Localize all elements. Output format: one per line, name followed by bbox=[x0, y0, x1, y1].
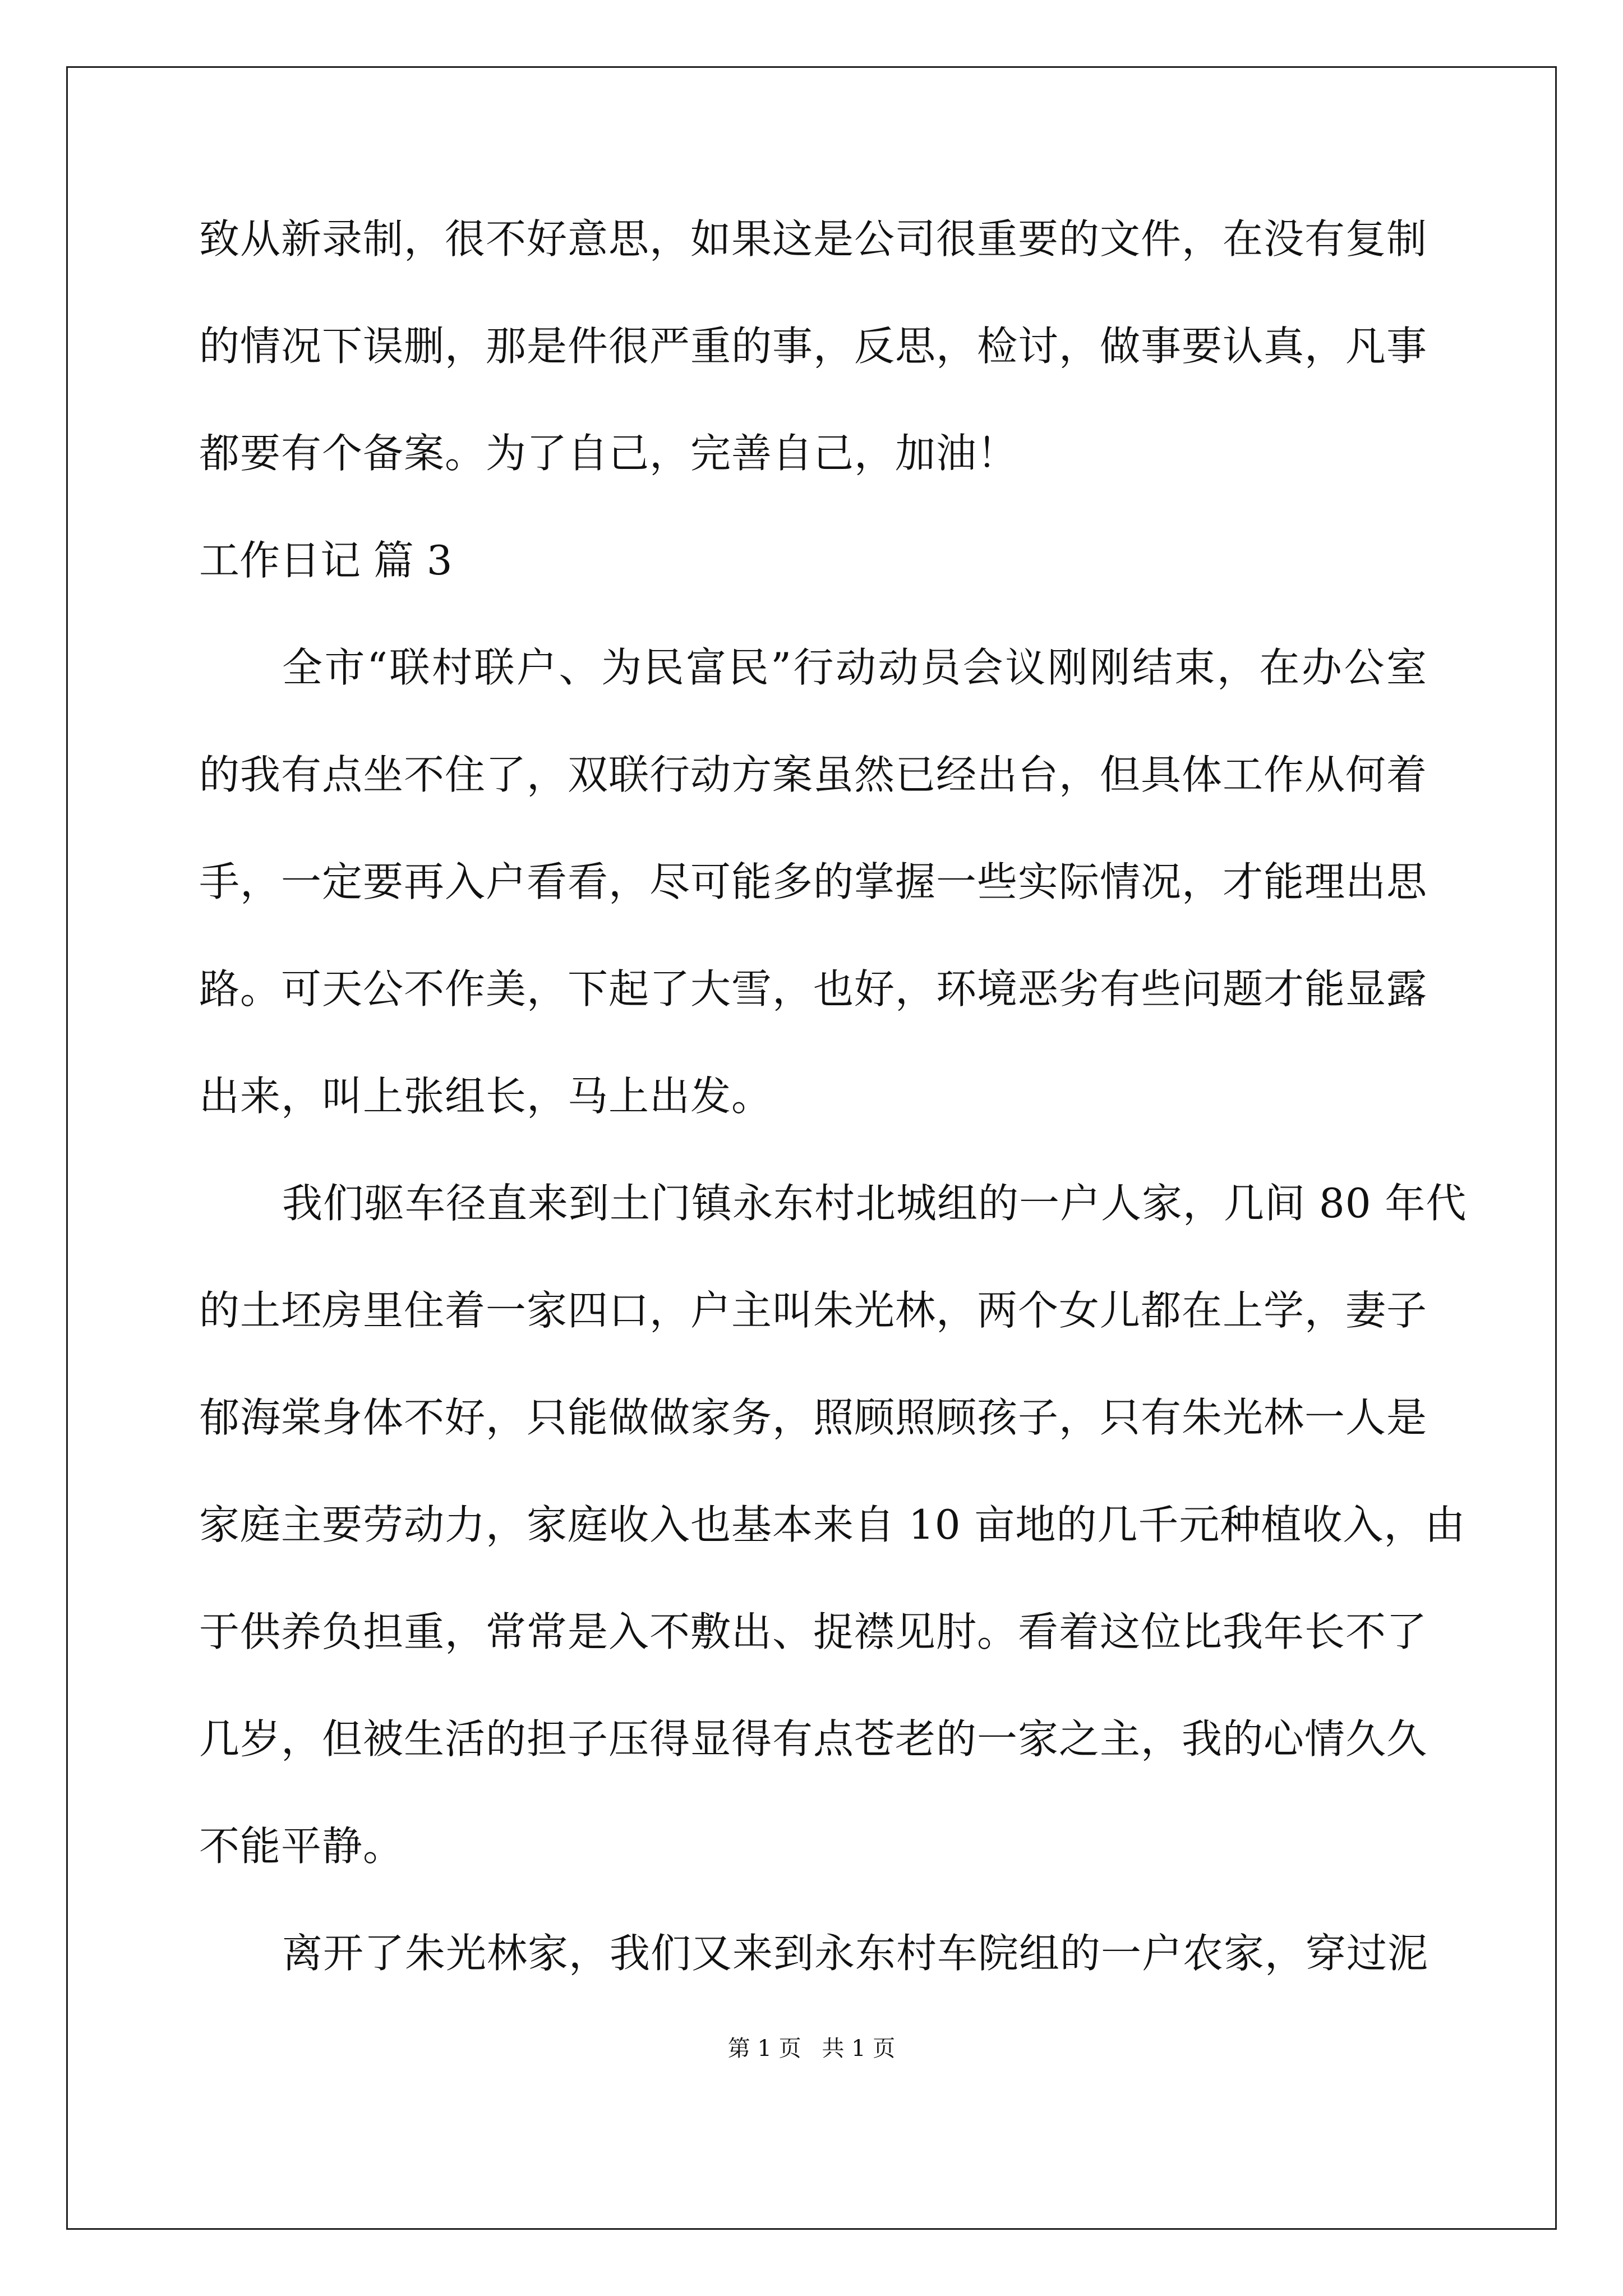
page-number: 第 1 页 bbox=[727, 2036, 801, 2062]
text-line: 家庭主要劳动力，家庭收入也基本来自 10 亩地的几千元种植收入，由 bbox=[199, 1501, 1466, 1548]
section-title: 工作日记 篇 3 bbox=[199, 537, 453, 584]
text-line: 不能平静。 bbox=[199, 1823, 404, 1870]
page-footer bbox=[0, 2035, 1623, 2062]
text-line: 郁海棠身体不好，只能做做家务，照顾照顾孩子，只有朱光林一人是 bbox=[199, 1394, 1428, 1441]
text-line: 路。可天公不作美，下起了大雪，也好，环境恶劣有些问题才能显露 bbox=[199, 965, 1428, 1013]
text-line: 几岁，但被生活的担子压得显得有点苍老的一家之主，我的心情久久 bbox=[199, 1715, 1428, 1763]
text-line: 出来，叫上张组长，马上出发。 bbox=[199, 1073, 773, 1120]
text-line: 于供养负担重，常常是入不敷出、捉襟见肘。看着这位比我年长不了 bbox=[199, 1608, 1428, 1655]
text-line: 的土坯房里住着一家四口，户主叫朱光林，两个女儿都在上学，妻子 bbox=[199, 1287, 1428, 1334]
text-line: 的情况下误删，那是件很严重的事，反思，检讨，做事要认真，凡事 bbox=[199, 323, 1428, 370]
text-line: 都要有个备案。为了自己，完善自己，加油！ bbox=[199, 430, 1018, 477]
text-line: 手，一定要再入户看看，尽可能多的掌握一些实际情况，才能理出思 bbox=[199, 858, 1428, 905]
text-line: 致从新录制，很不好意思，如果这是公司很重要的文件，在没有复制 bbox=[199, 215, 1428, 263]
text-line: 离开了朱光林家，我们又来到永东村车院组的一户农家，穿过泥 bbox=[282, 1930, 1429, 1977]
page-total: 共 1 页 bbox=[822, 2036, 896, 2062]
text-line: 的我有点坐不住了，双联行动方案虽然已经出台，但具体工作从何着 bbox=[199, 751, 1428, 798]
text-line: 全市“联村联户、为民富民”行动动员会议刚刚结束，在办公室 bbox=[282, 644, 1427, 691]
text-line: 我们驱车径直来到土门镇永东村北城组的一户人家，几间 80 年代 bbox=[282, 1180, 1467, 1227]
document-body bbox=[199, 215, 1467, 2039]
